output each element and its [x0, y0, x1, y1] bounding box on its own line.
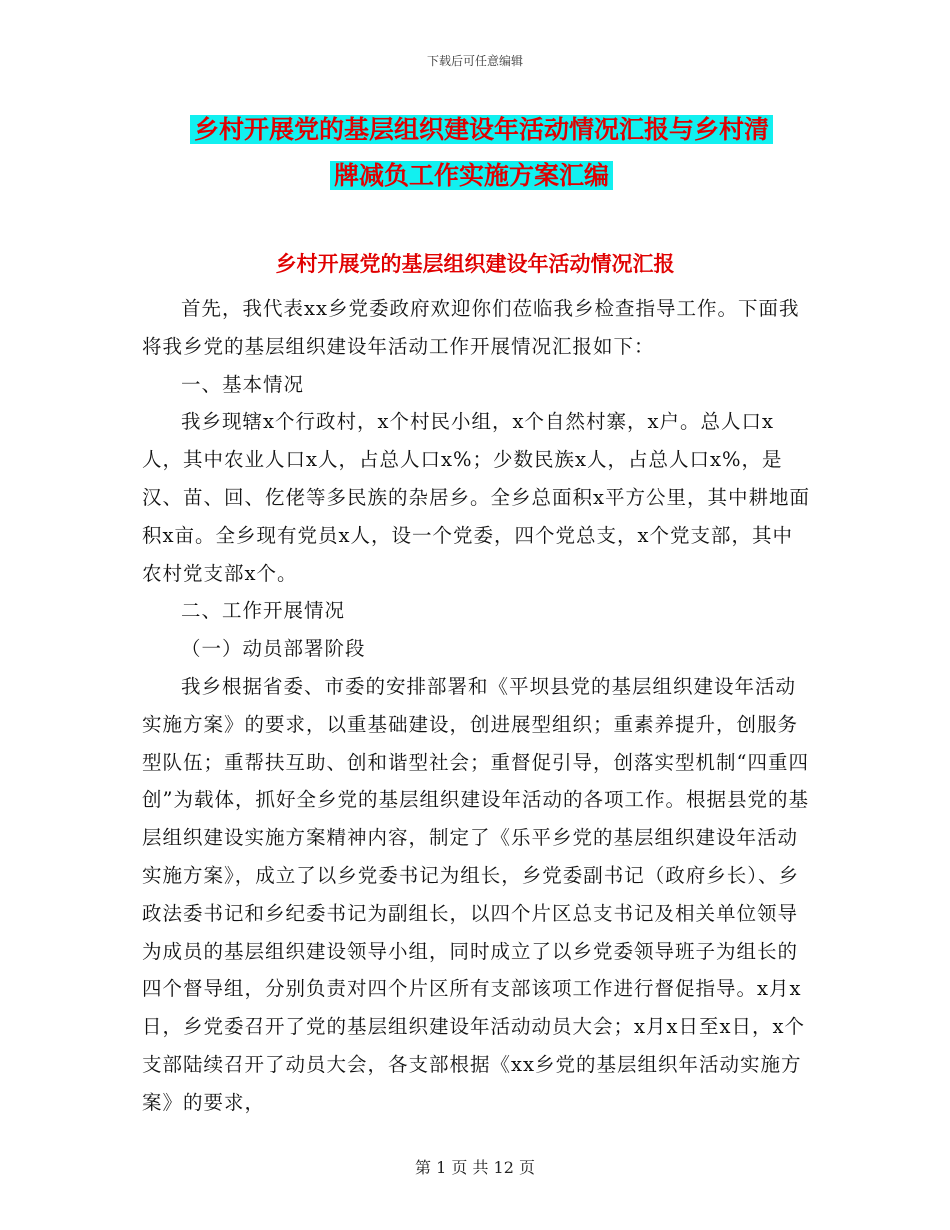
document-body — [142, 290, 810, 1122]
page-header: 下载后可任意编辑 — [426, 54, 523, 68]
heading-work-progress: 二、工作开展情况 — [181, 599, 346, 623]
page-footer: 第 1 页 共 12 页 — [415, 1158, 535, 1177]
paragraph-intro: 首先，我代表xx乡党委政府欢迎你们莅临我乡检查指导工作。下面我将我乡党的基层组织建设年活动工作开展情况汇报如下： — [142, 297, 800, 358]
document-title-line-1: 乡村开展党的基层组织建设年活动情况汇报与乡村清 — [190, 112, 810, 148]
section-title: 乡村开展党的基层组织建设年活动情况汇报 — [275, 252, 675, 276]
paragraph-basic-situation: 我乡现辖x个行政村，x个村民小组，x个自然村寨，x户。总人口x人，其中农业人口x人，占总人口x%；少数民族x人，占总人口x%，是汉、苗、回、仡佬等多民族的杂居乡。全乡总面积x平方公里，其中耕地面积x亩。全乡现有党员x人，设一个党委，四个党总支，x个党支部，其中农村党支部x个。 — [142, 410, 810, 585]
document-title-line-2: 牌减负工作实施方案汇编 — [330, 158, 950, 194]
paragraph-mobilization: 我乡根据省委、市委的安排部署和《平坝县党的基层组织建设年活动实施方案》的要求，以重基础建设，创进展型组织；重素养提升，创服务型队伍；重帮扶互助、创和谐型社会；重督促引导，创落实型机制“四重四创”为载体，抓好全乡党的基层组织建设年活动的各项工作。根据县党的基层组织建设实施方案精神内容，制定了《乐平乡党的基层组织建设年活动实施方案》，成立了以乡党委书记为组长，乡党委副书记（政府乡长）、乡政法委书记和乡纪委书记为副组长，以四个片区总支书记及相关单位领导为成员的基层组织建设领导小组，同时成立了以乡党委领导班子为组长的四个督导组，分别负责对四个片区所有支部该项工作进行督促指导。x月x日，乡党委召开了党的基层组织建设年活动动员大会；x月x日至x日，x个支部陆续召开了动员大会，各支部根据《xx乡党的基层组织年活动实施方案》的要求， — [142, 674, 809, 1114]
subheading-mobilization: （一）动员部署阶段 — [181, 637, 366, 661]
heading-basic-situation: 一、基本情况 — [181, 372, 305, 396]
